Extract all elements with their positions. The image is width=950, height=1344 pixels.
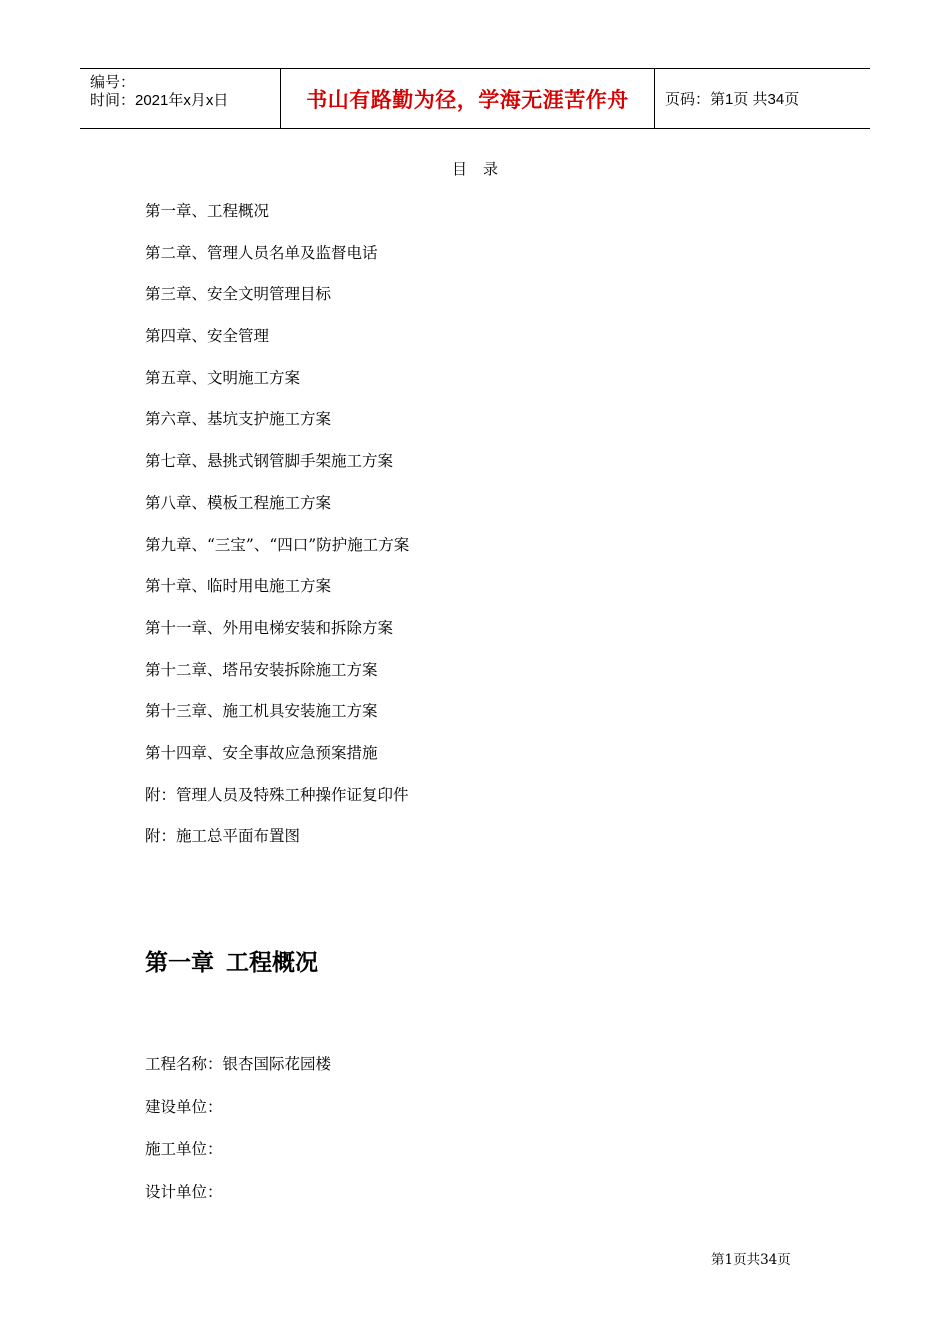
header-motto-cell — [281, 69, 655, 128]
header-page-info — [655, 69, 870, 128]
toc-item: 第六章、基坑支护施工方案 — [145, 410, 332, 429]
page-footer: 第1页共34页 — [711, 1252, 791, 1268]
toc-item: 第十三章、施工机具安装施工方案 — [145, 702, 378, 721]
motto-text: 书山有路勤为径，学海无涯苦作舟 — [306, 87, 629, 112]
chapter-title: 工程概况 — [226, 950, 318, 976]
project-field: 设计单位： — [145, 1182, 223, 1201]
toc-item: 第十章、临时用电施工方案 — [145, 577, 332, 596]
number-label: 编号： — [90, 74, 136, 91]
toc-item: 第三章、安全文明管理目标 — [145, 285, 332, 304]
toc-item: 第十四章、安全事故应急预案措施 — [145, 743, 378, 762]
toc-item: 第二章、管理人员名单及监督电话 — [145, 243, 378, 262]
table-of-contents — [145, 200, 409, 867]
toc-item: 第九章、“三宝”、“四口”防护施工方案 — [145, 535, 410, 554]
header-left-cell — [80, 69, 281, 128]
project-info — [145, 1053, 331, 1223]
page-header — [80, 68, 870, 129]
project-field: 施工单位： — [145, 1140, 223, 1158]
toc-item: 第五章、文明施工方案 — [145, 368, 301, 387]
page-info-text: 页码：第1页 共34页 — [665, 91, 800, 108]
chapter-number: 第一章 — [145, 950, 214, 976]
project-field: 建设单位： — [145, 1097, 223, 1116]
time-label: 时间：2021年x月x日 — [90, 92, 229, 109]
project-field: 工程名称：银杏国际花园楼 — [145, 1055, 332, 1073]
toc-item: 附：管理人员及特殊工种操作证复印件 — [145, 785, 409, 804]
chapter-heading — [145, 944, 318, 977]
toc-item: 第八章、模板工程施工方案 — [145, 493, 332, 512]
toc-title: 目录 — [451, 160, 514, 178]
toc-item: 第一章、工程概况 — [145, 202, 270, 220]
toc-item: 第十二章、塔吊安装拆除施工方案 — [145, 660, 378, 679]
toc-item: 第十一章、外用电梯安装和拆除方案 — [145, 618, 394, 637]
toc-item: 第七章、悬挑式钢管脚手架施工方案 — [145, 452, 394, 471]
toc-item: 附：施工总平面布置图 — [145, 827, 301, 846]
toc-item: 第四章、安全管理 — [145, 327, 270, 346]
